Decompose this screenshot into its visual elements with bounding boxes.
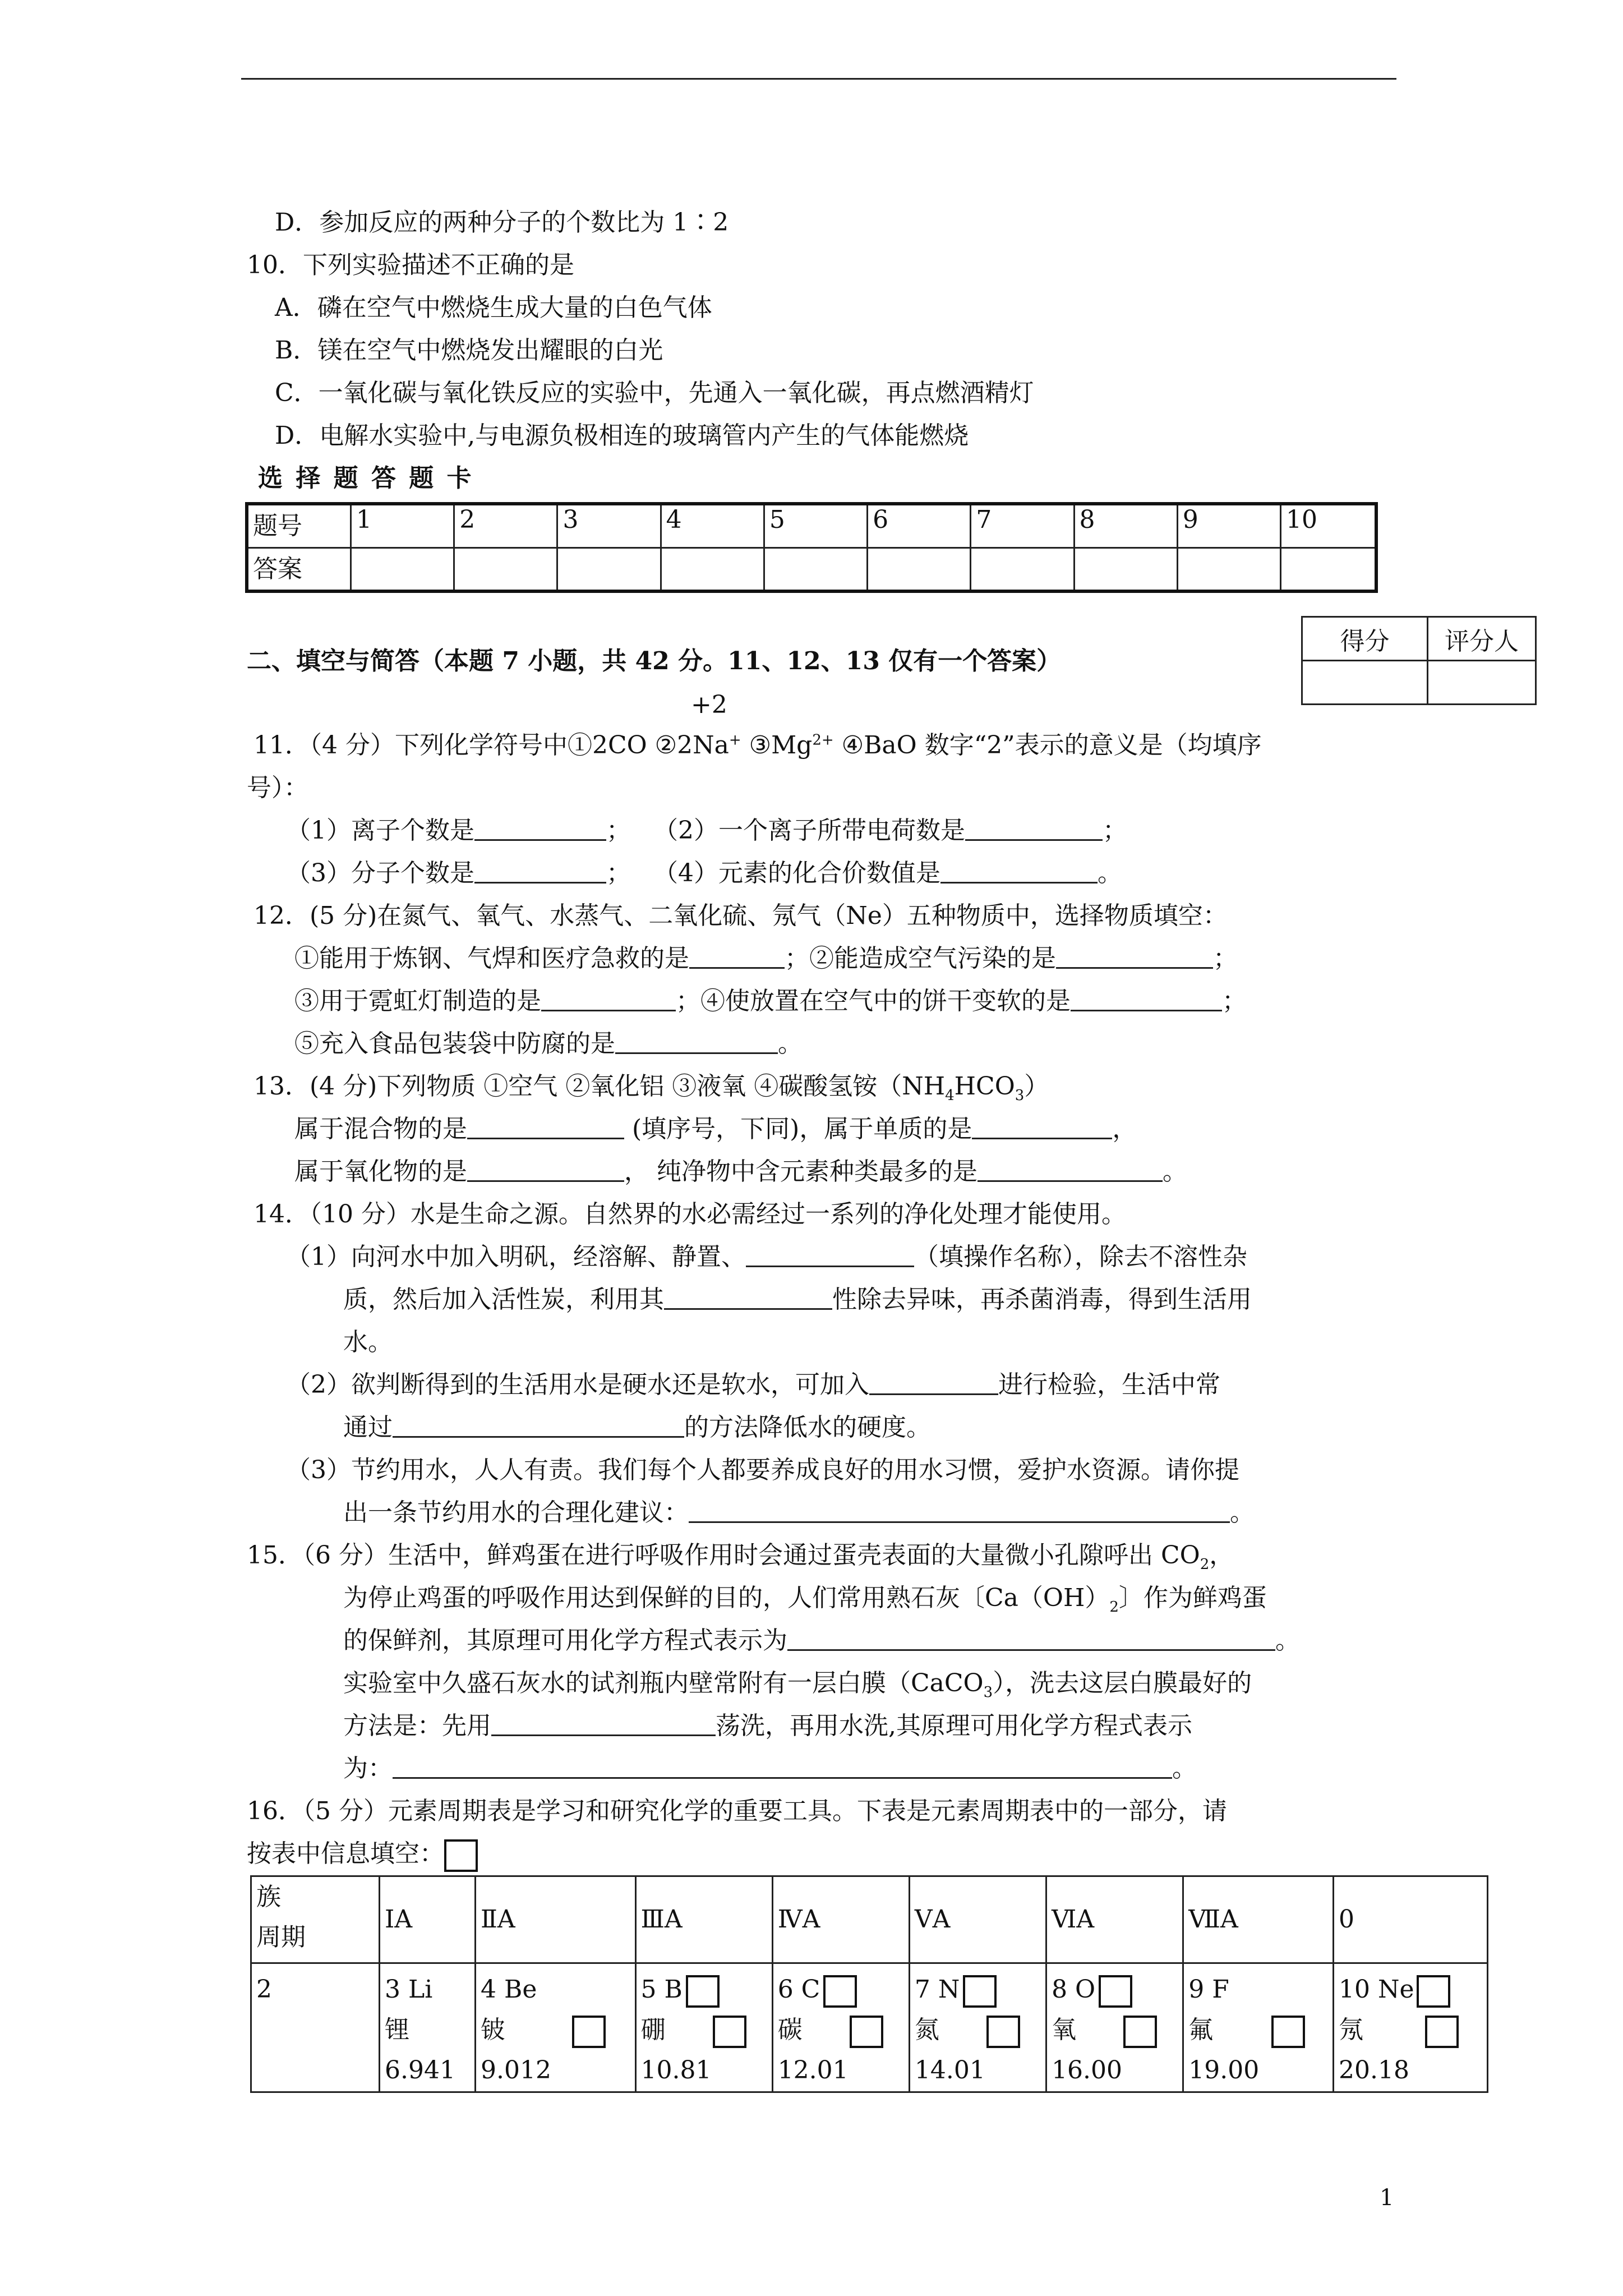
q12-line3: ⑤充入食品包装袋中防腐的是 。 xyxy=(294,1029,803,1058)
q11-valence-mark: +2 xyxy=(691,691,727,719)
blank-box[interactable] xyxy=(986,2016,1020,2048)
q12-blank-1[interactable] xyxy=(689,945,785,969)
q15-line1: 15．（6 分）生活中，鲜鸡蛋在进行呼吸作用时会通过蛋壳表面的大量微小孔隙呼出 $CO_2$， xyxy=(247,1541,1234,1573)
blank-box[interactable] xyxy=(1417,1975,1450,2008)
q13-line1: 属于混合物的是 (填序号，下同)，属于单质的是 ， xyxy=(294,1115,1137,1143)
q12-line1: ①能用于炼钢、气焊和医疗急救的是 ；②能造成空气污染的是 ； xyxy=(294,944,1238,973)
blank-box[interactable] xyxy=(963,1975,997,2008)
question-number-cell: 6 xyxy=(868,504,971,547)
q14-part1-line1: （1）向河水中加入明矾，经溶解、静置、 （填操作名称），除去不溶性杂 xyxy=(286,1243,1247,1271)
q15-line5: 方法是：先用 荡洗，再用水洗,其原理可用化学方程式表示 xyxy=(343,1711,1192,1740)
element-cell-be: 4 Be 铍 9.012 xyxy=(476,1963,635,2092)
corner-group-label: 族 xyxy=(256,1883,281,1911)
section-2-title: 二、填空与简答（本题 7 小题，共 42 分。11、12、13 仅有一个答案） xyxy=(247,647,1062,675)
q12-blank-5[interactable] xyxy=(615,1030,778,1054)
answer-card-table xyxy=(245,502,1378,593)
q14-blank-3[interactable] xyxy=(869,1371,998,1395)
question-number-cell: 10 xyxy=(1281,504,1377,547)
q15-blank-1[interactable] xyxy=(787,1627,1275,1651)
blank-box[interactable] xyxy=(713,2016,746,2048)
score-cell[interactable] xyxy=(1302,661,1428,705)
blank-box[interactable] xyxy=(850,2016,883,2048)
q13-blank-4[interactable] xyxy=(978,1158,1163,1182)
q12-line2: ③用于霓虹灯制造的是 ；④使放置在空气中的饼干变软的是 ； xyxy=(294,987,1247,1015)
element-cell-ne: 10 Ne 氖 20.18 xyxy=(1334,1963,1488,2092)
corner-period-label: 周期 xyxy=(256,1923,306,1952)
q10-option-c: C．一氧化碳与氧化铁反应的实验中，先通入一氧化碳，再点燃酒精灯 xyxy=(275,379,1034,407)
q11-blank-2[interactable] xyxy=(965,817,1103,841)
corner-header xyxy=(251,1876,380,1963)
answer-cell[interactable] xyxy=(1177,547,1280,591)
row-label-number: 题号 xyxy=(247,504,351,547)
grader-label: 评分人 xyxy=(1428,617,1536,661)
q11-blank-4[interactable] xyxy=(940,859,1098,884)
q15-blank-2[interactable] xyxy=(491,1712,716,1736)
q14-part1-line2: 质，然后加入活性炭，利用其 性除去异味，再杀菌消毒，得到生活用 xyxy=(343,1285,1252,1314)
answer-cell[interactable] xyxy=(661,547,764,591)
element-cell-o: 8 O 氧 16.00 xyxy=(1046,1963,1183,2092)
q15-blank-3[interactable] xyxy=(393,1755,1172,1779)
blank-box[interactable] xyxy=(686,1975,720,2008)
header-rule xyxy=(241,78,1396,80)
q10-stem: 10．下列实验描述不正确的是 xyxy=(247,251,574,279)
periodic-table xyxy=(250,1875,1488,2093)
grader-cell[interactable] xyxy=(1428,661,1536,705)
blank-box[interactable] xyxy=(444,1839,478,1872)
q15-line4: 实验室中久盛石灰水的试剂瓶内壁常附有一层白膜（CaCO$_3$），洗去这层白膜最好的 xyxy=(343,1669,1252,1701)
q10-option-b: B．镁在空气中燃烧发出耀眼的白光 xyxy=(275,336,663,365)
answer-cell[interactable] xyxy=(557,547,661,591)
q13-line2: 属于氧化物的是 ， 纯净物中含元素种类最多的是 。 xyxy=(294,1157,1187,1186)
question-number-cell: 9 xyxy=(1177,504,1280,547)
q16-line2: 按表中信息填空： xyxy=(247,1838,478,1872)
group-header-viia: ⅦA xyxy=(1183,1876,1334,1963)
q14-part3-line1: （3）节约用水，人人有责。我们每个人都要养成良好的用水习惯，爱护水资源。请你提 xyxy=(286,1456,1239,1484)
q12-blank-3[interactable] xyxy=(541,987,676,1011)
answer-cell[interactable] xyxy=(868,547,971,591)
q14-part2-line1: （2）欲判断得到的生活用水是硬水还是软水，可加入 进行检验，生活中常 xyxy=(286,1370,1220,1399)
question-number-cell: 5 xyxy=(764,504,867,547)
q13-blank-2[interactable] xyxy=(972,1115,1112,1139)
blank-box[interactable] xyxy=(1099,1975,1132,2008)
q12-stem: 12．(5 分)在氮气、氧气、水蒸气、二氧化硫、氖气（Ne）五种物质中，选择物质填空： xyxy=(253,901,1228,930)
answer-cell[interactable] xyxy=(971,547,1074,591)
q14-part3-line2: 出一条节约用水的合理化建议： 。 xyxy=(343,1498,1255,1527)
q13-blank-3[interactable] xyxy=(467,1158,624,1182)
q11-blank-1[interactable] xyxy=(474,817,606,841)
q14-part1-line3: 水。 xyxy=(343,1328,393,1356)
q13-blank-1[interactable] xyxy=(467,1115,624,1139)
answer-cell[interactable] xyxy=(764,547,867,591)
question-number-cell: 8 xyxy=(1074,504,1177,547)
element-cell-li: 3 Li 锂 6.941 xyxy=(380,1963,476,2092)
q10-option-d: D．电解水实验中,与电源负极相连的玻璃管内产生的气体能燃烧 xyxy=(275,421,969,450)
q11-stem: 11．（4 分）下列化学符号中①2CO ②2Na+ $③Mg^{2+}$ ④BaO 数字“2”表示的意义是（均填序 xyxy=(253,731,1262,760)
score-box xyxy=(1301,616,1537,705)
group-header-iia: ⅡA xyxy=(476,1876,635,1963)
q11-part1: （1）离子个数是 ； xyxy=(286,816,631,845)
row-label-answer: 答案 xyxy=(247,547,351,591)
blank-box[interactable] xyxy=(572,2016,606,2048)
question-number-cell: 4 xyxy=(661,504,764,547)
group-header-0: 0 xyxy=(1334,1876,1488,1963)
blank-box[interactable] xyxy=(1123,2016,1157,2048)
q14-blank-4[interactable] xyxy=(393,1414,684,1438)
answer-cell[interactable] xyxy=(454,547,557,591)
group-header-via: ⅥA xyxy=(1046,1876,1183,1963)
element-cell-b: 5 B 硼 10.81 xyxy=(635,1963,772,2092)
q14-stem: 14．（10 分）水是生命之源。自然界的水必需经过一系列的净化处理才能使用。 xyxy=(253,1200,1126,1228)
q13-stem: 13．(4 分)下列物质 ①空气 ②氧化铝 ③液氧 ④碳酸氢铵$(NH_4HCO_3)$ xyxy=(253,1072,1049,1104)
question-number-cell: 1 xyxy=(351,504,454,547)
group-header-iva: ⅣA xyxy=(772,1876,909,1963)
blank-box[interactable] xyxy=(823,1975,857,2008)
score-label: 得分 xyxy=(1302,617,1428,661)
q11-part2: （2）一个离子所带电荷数是 ； xyxy=(653,816,1127,845)
element-cell-n: 7 N 氮 14.01 xyxy=(909,1963,1046,2092)
element-cell-f: 9 F 氟 19.00 xyxy=(1183,1963,1334,2092)
blank-box[interactable] xyxy=(1425,2016,1459,2048)
q15-line6: 为： 。 xyxy=(343,1754,1197,1783)
group-header-va: ⅤA xyxy=(909,1876,1046,1963)
q11-part3: （3）分子个数是 ； xyxy=(286,859,631,887)
question-number-cell: 2 xyxy=(454,504,557,547)
q14-blank-5[interactable] xyxy=(689,1499,1230,1523)
answer-cell[interactable] xyxy=(351,547,454,591)
q11-part4: （4）元素的化合价数值是 。 xyxy=(653,859,1122,887)
q15-line2: 为停止鸡蛋的呼吸作用达到保鲜的目的，人们常用熟石灰〔$Ca(OH)_2$〕作为鲜鸡蛋 xyxy=(343,1584,1267,1616)
q10-option-a: A．磷在空气中燃烧生成大量的白色气体 xyxy=(275,293,712,322)
answer-cell[interactable] xyxy=(1281,547,1377,591)
q11-stem-line2: 号）： xyxy=(247,774,308,802)
question-number-cell: 3 xyxy=(557,504,661,547)
answer-cell[interactable] xyxy=(1074,547,1177,591)
q14-part2-line2: 通过 的方法降低水的硬度。 xyxy=(343,1413,931,1442)
element-cell-c: 6 C 碳 12.01 xyxy=(772,1963,909,2092)
q9-option-d: D．参加反应的两种分子的个数比为 1∶2 xyxy=(275,208,729,237)
q15-line3: 的保鲜剂，其原理可用化学方程式表示为 。 xyxy=(343,1626,1300,1655)
q14-blank-1[interactable] xyxy=(746,1243,914,1267)
question-number-cell: 7 xyxy=(971,504,1074,547)
q12-blank-4[interactable] xyxy=(1071,987,1222,1011)
page-number: 1 xyxy=(1380,2185,1394,2211)
period-label: 2 xyxy=(251,1963,380,2092)
q11-blank-3[interactable] xyxy=(474,859,606,884)
answer-card-title: 选 择 题 答 题 卡 xyxy=(258,464,474,493)
blank-box[interactable] xyxy=(1271,2016,1305,2048)
q14-blank-2[interactable] xyxy=(664,1286,832,1310)
q12-blank-2[interactable] xyxy=(1056,945,1213,969)
q16-line1: 16．（5 分）元素周期表是学习和研究化学的重要工具。下表是元素周期表中的一部分，请 xyxy=(247,1797,1227,1825)
group-header-ia: ⅠA xyxy=(380,1876,476,1963)
group-header-iiia: ⅢA xyxy=(635,1876,772,1963)
